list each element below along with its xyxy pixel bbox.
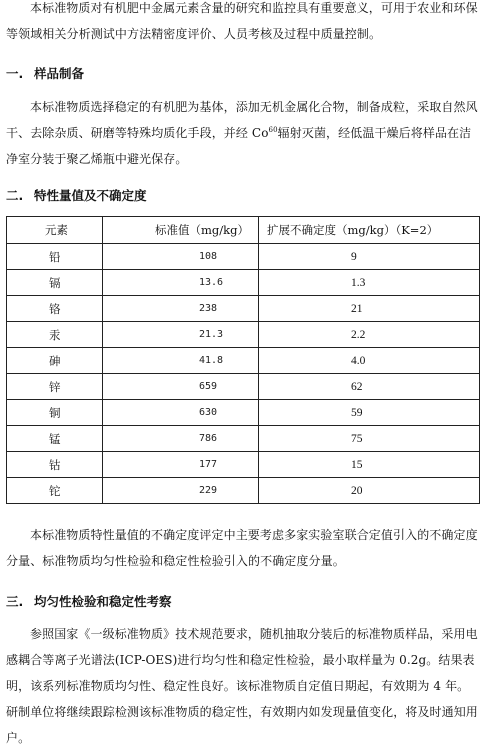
table-row [7,452,480,478]
cell-certified-value: 229 [103,478,259,504]
section-1-heading [6,64,84,84]
cell-element: 铊 [7,478,103,504]
cell-element: 镉 [7,270,103,296]
table-row [7,244,480,270]
section-3-heading [6,592,172,612]
table-body [7,244,480,504]
section-3-title: 均匀性检验和稳定性考察 [34,594,172,609]
table-row [7,374,480,400]
cell-certified-value: 21.3 [103,322,259,348]
cell-uncertainty: 1.3 [259,270,480,296]
section-1-title: 样品制备 [34,66,85,81]
table-row [7,270,480,296]
section-1-text-a: 本标准物质选择稳定的有机肥为基体，添加无机金属化合物，制备成粒，采取自然风干、去除杂质、研磨等特殊均质化手段，并经 Co [6,100,478,140]
cell-element: 锰 [7,426,103,452]
intro-paragraph: 本标准物质对有机肥中金属元素含量的研究和监控具有重要意义，可用于农业和环保等领域相关分析测试中方法精密度评价、人员考核及过程中质量控制。 [6,1,478,41]
certified-values-table [6,216,480,504]
header-certified-value: 标准值（mg/kg） [103,217,259,244]
section-1-text-b: 辐射灭菌，经低温干燥后将样品在洁净室分装于聚乙烯瓶中避光保存。 [6,126,472,166]
cell-element: 钴 [7,452,103,478]
cell-certified-value: 108 [103,244,259,270]
cell-uncertainty: 4.0 [259,348,480,374]
cell-uncertainty: 2.2 [259,322,480,348]
header-element: 元素 [7,217,103,244]
cell-element: 铅 [7,244,103,270]
section-1-paragraph [6,94,480,172]
table-row [7,322,480,348]
cell-uncertainty: 59 [259,400,480,426]
section-1-superscript: 60 [268,126,278,134]
header-uncertainty: 扩展不确定度（mg/kg）（K=2） [259,217,480,244]
cell-element: 锌 [7,374,103,400]
section-2-title: 特性量值及不确定度 [34,188,147,203]
section-3-paragraph: 参照国家《一级标准物质》技术规范要求，随机抽取分装后的标准物质样品，采用电感耦合等离子光谱法(ICP-OES)进行均匀性和稳定性检验，最小取样量为 0.2g。结果表明，该系列标准物质均匀性、稳定性良好。该标准物质自定值日期起，有效期为 4 年。研制单位将继续跟踪检测该标准物质的稳定性，有效期内如发现量值变化，将及时通知用户。 [6,627,478,745]
cell-uncertainty: 21 [259,296,480,322]
table-row [7,400,480,426]
table-header-row [7,217,480,244]
cell-certified-value: 659 [103,374,259,400]
cell-uncertainty: 62 [259,374,480,400]
table-row [7,348,480,374]
cell-element: 汞 [7,322,103,348]
table-row [7,426,480,452]
cell-certified-value: 177 [103,452,259,478]
cell-element: 铬 [7,296,103,322]
table-row [7,478,480,504]
cell-element: 铜 [7,400,103,426]
uncertainty-note-paragraph: 本标准物质特性量值的不确定度评定中主要考虑多家实验室联合定值引入的不确定度分量、标准物质均匀性检验和稳定性检验引入的不确定度分量。 [6,528,478,568]
cell-uncertainty: 9 [259,244,480,270]
section-2-heading [6,186,147,206]
cell-uncertainty: 15 [259,452,480,478]
cell-element: 砷 [7,348,103,374]
section-1-number: 一. [6,66,24,81]
cell-certified-value: 13.6 [103,270,259,296]
section-3-number: 三. [6,594,24,609]
cell-certified-value: 41.8 [103,348,259,374]
cell-certified-value: 630 [103,400,259,426]
cell-certified-value: 786 [103,426,259,452]
cell-uncertainty: 75 [259,426,480,452]
table-row [7,296,480,322]
section-2-number: 二. [6,188,24,203]
cell-uncertainty: 20 [259,478,480,504]
cell-certified-value: 238 [103,296,259,322]
